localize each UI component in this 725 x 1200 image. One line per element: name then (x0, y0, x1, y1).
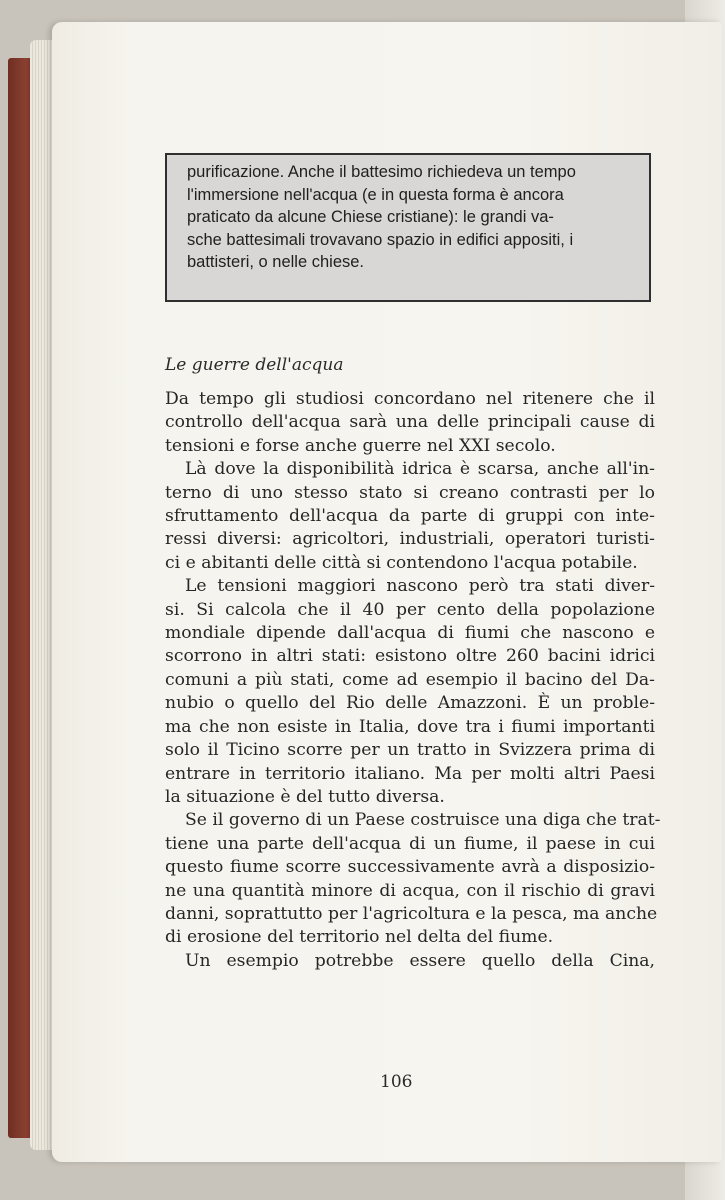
text-line: terno di uno stesso stato si creano contrasti per lo (165, 482, 655, 503)
text-line: scorrono in altri stati: esistono oltre 260 bacini idrici (165, 646, 655, 667)
text-line: la situazione è del tutto diversa. (165, 786, 445, 807)
box-line: l'immersione nell'acqua (e in questa forma è ancora (187, 185, 564, 204)
section-title: Le guerre dell'acqua (165, 355, 344, 375)
box-line: battisteri, o nelle chiese. (187, 253, 365, 271)
body-text (165, 388, 661, 973)
text-line: Se il governo di un Paese costruisce una diga che trat- (185, 810, 661, 831)
text-line: si. Si calcola che il 40 per cento della popolazione (165, 599, 655, 620)
text-line: solo il Ticino scorre per un tratto in Svizzera prima di (165, 740, 655, 761)
text-line: Là dove la disponibilità idrica è scarsa, anche all'in- (185, 459, 655, 480)
text-line: Da tempo gli studiosi concordano nel ritenere che il (165, 389, 655, 409)
text-line: ci e abitanti delle città si contendono l'acqua potabile. (165, 552, 638, 573)
text-line: controllo dell'acqua sarà una delle principali cause di (165, 412, 655, 433)
text-line: mondiale dipende dall'acqua di fiumi che nascono e (165, 623, 655, 644)
page-number: 106 (380, 1072, 413, 1092)
text-line: Un esempio potrebbe essere quello della Cina, (185, 950, 655, 971)
text-line: entrare in territorio italiano. Ma per molti altri Paesi (165, 763, 655, 784)
text-line: tiene una parte dell'acqua di un fiume, il paese in cui (165, 833, 655, 854)
text-line: di erosione del territorio nel delta del fiume. (165, 927, 554, 948)
box-line: sche battesimali trovavano spazio in edifici appositi, i (187, 230, 574, 249)
text-line: tensioni e forse anche guerre nel XXI secolo. (165, 435, 556, 456)
text-line: questo fiume scorre successivamente avrà a disposizio- (165, 857, 655, 878)
text-line: comuni a più stati, come ad esempio il bacino del Da- (165, 669, 655, 690)
text-line: nubio o quello del Rio delle Amazzoni. È un proble- (165, 693, 655, 714)
box-line: purificazione. Anche il battesimo richiedeva un tempo (187, 163, 576, 181)
text-line: ne una quantità minore di acqua, con il rischio di gravi (165, 880, 655, 901)
text-line: sfruttamento dell'acqua da parte di gruppi con inte- (165, 506, 655, 527)
sidebar-box (165, 153, 651, 302)
text-line: ressi diversi: agricoltori, industriali, operatori turisti- (165, 529, 655, 550)
text-line: danni, soprattutto per l'agricoltura e la pesca, ma anche (165, 903, 658, 924)
text-line: ma che non esiste in Italia, dove tra i fiumi importanti (165, 716, 655, 737)
box-line: praticato da alcune Chiese cristiane): le grandi va- (187, 208, 554, 226)
text-line: Le tensioni maggiori nascono però tra stati diver- (185, 576, 655, 597)
